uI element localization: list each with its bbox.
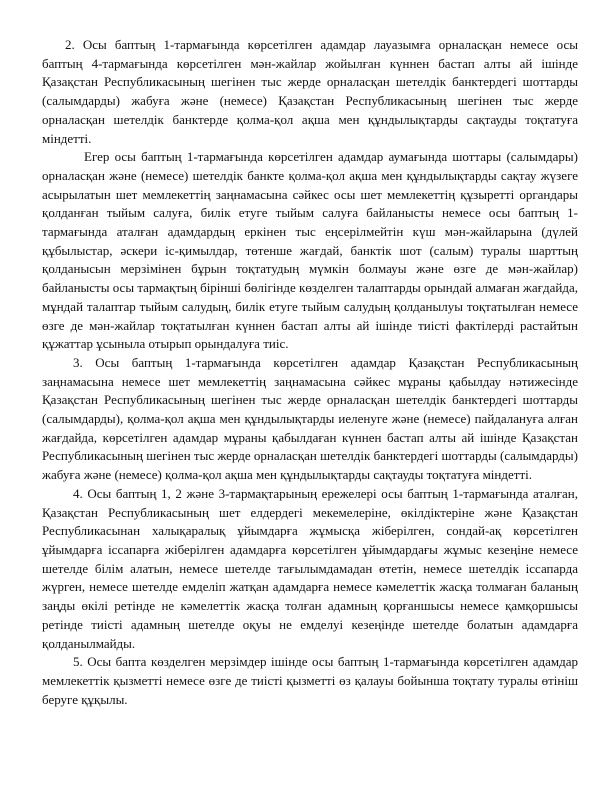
- paragraph-2-part-2: Егер осы баптың 1-тармағында көрсетілген адамдар аумағында шоттары (салымдары) орналасқан және (немесе) шетелдік банкте қолма-қол ақша мен құндылықтарды сақтау жүзеге асырылатын шет мемлекеттің заңнамасына сәйкес осы шет мемлекеттің құзыретті органдары қолданған тыйым салуға, билік етуге тыйым салуға байланысты немесе осы баптың 1-тармағында аталған адамдардың еркінен тыс еңсерілмейтін күш мән-жайларына (дүлей құбылыстар, әскери іс-қимылдар, төтенше жағдай, банктік шот (салым) туралы шарттың қолданысын мерзімінен бұрын тоқтатудың мүмкін болмауы және өзге де мән-жайлар) байланысты осы тармақтың бірінші бөлігінде көзделген талаптарды орындай алмаған жағдайда, мұндай талаптар тыйым салудың, билік етуге тыйым салудың қолданылуы тоқтатылған немесе өзге де мән-жайлар тоқтатылған күннен бастап алты ай ішінде тиісті фактілерді растайтын құжаттар ұсыныла отырып орындалуға тиіс.: [42, 149, 578, 352]
- paragraph-4: 4. Осы баптың 1, 2 және 3-тармақтарының ережелері осы баптың 1-тармағында аталған, Қазақстан Республикасының шет елдердегі мекемелеріне, өкілдіктеріне және Қазақстан Республикасынан халықаралық ұйымдарға жұмысқа жіберілген, сондай-ақ көрсетілген ұйымдарға іссапарға жіберілген адамдарға көрсетілген ұйымдардағы жұмыс кезеңіне немесе шетелде білім алатын, немесе шетелде тағылымдамадан өтетін, немесе шетелдік іссапарда жүрген, немесе шетелде емделіп жатқан адамдарға немесе кәмелеттік жасқа толмаған баланың заңды өкілі ретінде не кәмелеттік жасқа толған адамның қорғаншысы немесе қамқоршысы ретінде тиісті адамның шетелде оқуы не емделуі кезеңінде шетелде болатын адамдарға қолданылмайды.: [42, 485, 578, 651]
- paragraph-5: 5. Осы бапта көзделген мерзімдер ішінде осы баптың 1-тармағында көрсетілген адамдар мемлекеттік қызметті немесе өзге де тиісті қызметті өз қалауы бойынша тоқтату туралы өтініш беруге құқылы.: [42, 654, 578, 707]
- document-page: [42, 36, 578, 709]
- paragraph-3: 3. Осы баптың 1-тармағында көрсетілген адамдар Қазақстан Республикасының заңнамасына немесе шет мемлекеттің заңнамасына сәйкес мұраны қабылдау нәтижесінде Қазақстан Республикасының шегінен тыс жерде орналасқан шетелдік банктердегі шоттарды (салымдарды), қолма-қол ақша мен құндылықтарды иеленуге және (немесе) пайдалануға алған жағдайда, көрсетілген адамдар мұраны қабылдаған күннен бастап алты ай ішінде Қазақстан Республикасының шегінен тыс жерде орналасқан шетелдік банктердегі шоттарды (салымдарды) жабуға және (немесе) қолма-қол ақша мен құндылықтарды сақтауды тоқтатуға міндетті.: [42, 354, 578, 483]
- paragraph-2: 2. Осы баптың 1-тармағында көрсетілген адамдар лауазымға орналасқан немесе осы баптың 4-тармағында көрсетілген мән-жайлар жойылған күннен бастап алты ай ішінде Қазақстан Республикасының шегінен тыс жерде орналасқан шетелдік банктердегі шоттарды (салымдарды) жабуға және (немесе) Қазақстан Республикасының шегінен тыс жерде орналасқан шетелдік банктерде қолма-қол ақша мен құндылықтарды сақтауды тоқтатуға міндетті.: [42, 37, 578, 146]
